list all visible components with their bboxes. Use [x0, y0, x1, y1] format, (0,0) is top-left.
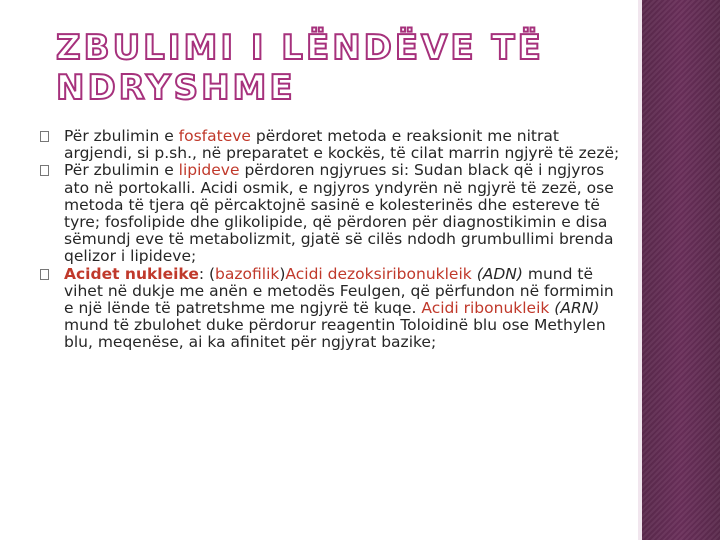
slide-content	[40, 128, 620, 352]
item-text: Për zbulimin e	[64, 127, 179, 145]
keyword-bazofilik: bazofilik	[215, 264, 280, 283]
bullet-item-fosfatet	[40, 128, 620, 162]
keyword-fosfateve: fosfateve	[178, 127, 251, 145]
item-text: mund të vihet në dukje me anën e metodës Feulgen, që përfundon në formimin e një lënde të patretshme me ngjyrë të kuqe.	[64, 264, 614, 318]
item-text: mund të zbulohet duke përdorur reagentin Toloidinë blu ose Methylen blu, meqenëse, ai ka afinitet për ngjyrat bazike;	[64, 316, 606, 352]
item-text: )	[279, 264, 286, 283]
empty-square-icon	[40, 165, 49, 176]
right-decorative-band	[642, 0, 720, 540]
keyword-lipideve: lipideve	[178, 161, 240, 180]
empty-square-icon	[40, 269, 49, 280]
bullet-item-acidet-nukleike	[40, 266, 620, 352]
item-text: përdoren ngjyrues si: Sudan black që i ngjyros ato në portokalli. Acidi osmik, e ngjyros yndyrën në ngjyrë të zezë, ose metoda të tjera që përcaktojnë sasinë e kolesterinës dhe estereve të tyre; fosfolipide dhe glikolipide, që përdoren për diagnostikimin e disa sëmundj eve të metabolizmit, gjatë së cilës ndodh grumbullimi brenda qelizor i lipideve;	[64, 161, 614, 266]
item-text: Për zbulimin e	[64, 161, 179, 180]
abbr-adn: (ADN)	[471, 264, 523, 283]
abbr-arn: (ARN)	[549, 299, 600, 318]
item-text: përdoret metoda e reaksionit me nitrat argjendi, si p.sh., në preparatet e kockës, të cilat marrin ngjyrë të zezë;	[64, 127, 620, 163]
empty-square-icon	[40, 131, 49, 142]
item-text: : (	[198, 264, 216, 283]
keyword-arn: Acidi ribonukleik	[421, 299, 550, 318]
slide-title: ZBULIMI I LËNDËVE TË NDRYSHME	[56, 28, 544, 108]
bullet-item-lipidet	[40, 162, 620, 265]
keyword-adn: Acidi dezoksiribonukleik	[285, 264, 472, 283]
keyword-acidet-nukleike: Acidet nukleike	[64, 264, 199, 283]
